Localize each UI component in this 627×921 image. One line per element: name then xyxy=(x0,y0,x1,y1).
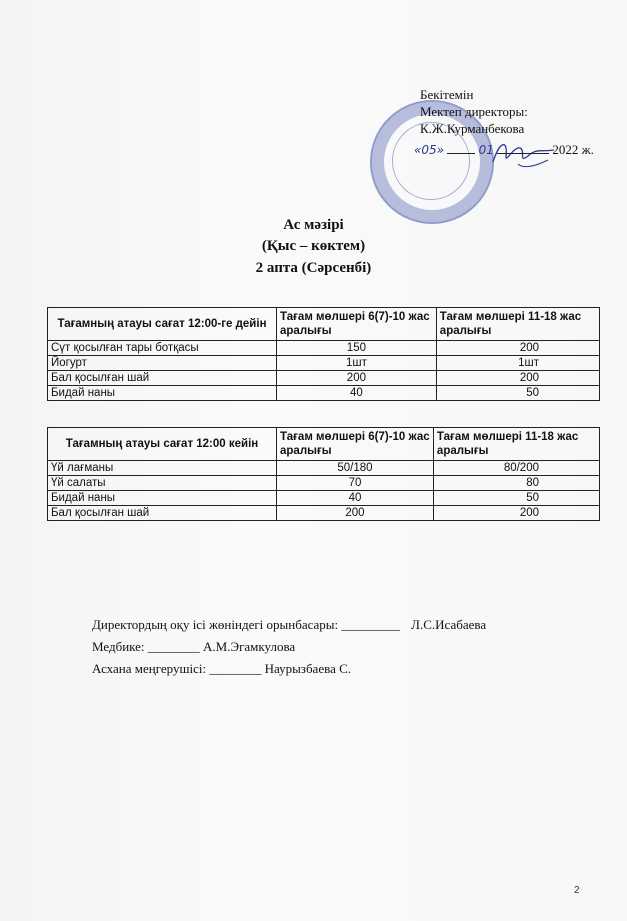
signature-name: Наурызбаева С. xyxy=(264,661,352,676)
table-row xyxy=(48,506,600,521)
dish-name: Сүт қосылған тары ботқасы xyxy=(48,341,277,356)
dish-name: Үй лағманы xyxy=(48,461,277,476)
column-header: Тағамның атауы сағат 12:00 кейін xyxy=(48,428,277,461)
signature-name: А.М.Эгамкулова xyxy=(203,639,296,654)
signature-name: Л.С.Исабаева xyxy=(411,617,487,632)
portion-small: 40 xyxy=(277,386,437,401)
table-row xyxy=(48,341,600,356)
signature-line-deputy xyxy=(92,617,486,633)
page-number: 2 xyxy=(574,885,580,896)
portion-small: 150 xyxy=(277,341,437,356)
portion-large: 50 xyxy=(433,491,599,506)
column-header: Тағам мөлшері 6(7)-10 жас аралығы xyxy=(277,428,434,461)
season-subtitle: (Қыс – көктем) xyxy=(261,238,366,254)
signature-blank: _________ xyxy=(341,617,400,632)
date-year: 2022 ж. xyxy=(552,142,594,157)
date-month: 01 xyxy=(478,143,494,157)
column-header: Тағам мөлшері 6(7)-10 жас аралығы xyxy=(277,308,437,341)
table-row xyxy=(48,371,600,386)
dish-name: Йогурт xyxy=(48,356,277,371)
dish-name: Бидай наны xyxy=(48,491,277,506)
date-day: «05» xyxy=(414,143,445,157)
column-header: Тағам мөлшері 11-18 жас аралығы xyxy=(433,428,599,461)
portion-large: 1шт xyxy=(436,356,599,371)
dish-name: Бал қосылған шай xyxy=(48,371,277,386)
approval-title: Бекітемін xyxy=(420,87,474,102)
portion-small: 200 xyxy=(277,506,434,521)
approval-position: Мектеп директоры: xyxy=(420,104,528,119)
approval-block xyxy=(414,86,594,159)
menu-table-after-noon xyxy=(47,427,600,521)
menu-title: Ас мәзірі xyxy=(283,217,344,233)
table-row xyxy=(48,461,600,476)
portion-small: 40 xyxy=(277,491,434,506)
portion-large: 80/200 xyxy=(433,461,599,476)
portion-large: 200 xyxy=(436,341,599,356)
menu-table-before-noon xyxy=(47,307,600,401)
portion-small: 1шт xyxy=(277,356,437,371)
signature-blank: ________ xyxy=(147,639,200,654)
column-header: Тағам мөлшері 11-18 жас аралығы xyxy=(436,308,599,341)
portion-large: 200 xyxy=(433,506,599,521)
table-row xyxy=(48,356,600,371)
approval-name: К.Ж.Курманбекова xyxy=(420,121,525,136)
dish-name: Бал қосылған шай xyxy=(48,506,277,521)
week-day-subtitle: 2 апта (Сәрсенбі) xyxy=(255,260,372,276)
approval-date xyxy=(414,141,594,159)
signature-role: Директордың оқу ісі жөніндегі орынбасары: xyxy=(92,617,339,632)
portion-small: 70 xyxy=(277,476,434,491)
portion-large: 80 xyxy=(433,476,599,491)
table-row xyxy=(48,491,600,506)
table-row xyxy=(48,386,600,401)
portion-large: 200 xyxy=(436,371,599,386)
portion-small: 50/180 xyxy=(277,461,434,476)
signature-line-canteen xyxy=(92,661,351,677)
signature-blank: ________ xyxy=(209,661,262,676)
dish-name: Бидай наны xyxy=(48,386,277,401)
portion-small: 200 xyxy=(277,371,437,386)
signature-role: Медбике: xyxy=(92,639,145,654)
portion-large: 50 xyxy=(436,386,599,401)
dish-name: Үй салаты xyxy=(48,476,277,491)
signature-line-nurse xyxy=(92,639,295,655)
signature-role: Асхана меңгерушісі: xyxy=(92,661,207,676)
column-header: Тағамның атауы сағат 12:00-ге дейін xyxy=(48,308,277,341)
table-row xyxy=(48,476,600,491)
